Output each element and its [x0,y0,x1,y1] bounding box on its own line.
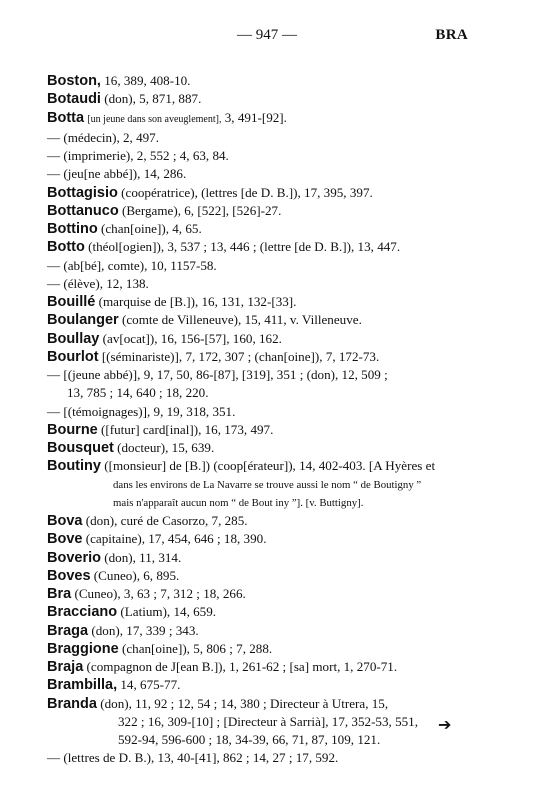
index-entry-boverio [47,549,477,567]
headword: Boves [47,567,91,584]
entry-references: (capitaine), 17, 454, 646 ; 18, 390. [82,531,267,547]
entry-references: (théol[ogien]), 3, 537 ; 13, 446 ; (lettre [de D. B.]), 13, 447. [84,239,401,255]
entry-note: [un jeune dans son aveuglement], [87,113,222,125]
headword: Braga [47,622,89,639]
sub-entry: — (élève), 12, 138. [47,275,149,291]
headword: Bova [47,513,83,529]
headword: Botto [47,239,85,256]
continuation-line: dans les environs de La Navarre se trouve aussi le nom “ de Boutigny ” [113,478,422,491]
index-entry-braggione [47,640,477,658]
index-entry-bousquet [47,439,477,457]
headword: Bourne [47,421,98,438]
headword: Bottino [47,221,98,237]
entry-references: (coopératrice), (lettres [de D. B.]), 17, 395, 397. [117,184,373,200]
index-entry-braga [47,622,477,640]
headword: Botaudi [47,91,101,108]
entry-references: (chan[oine]), 5, 806 ; 7, 288. [118,640,273,656]
headword: Branda [47,695,97,712]
entry-references: (av[ocat]), 16, 156-[57], 160, 162. [99,330,282,346]
entry-references: ([monsieur] de [B.]) (coop[érateur]), 14, 402-403. [A Hyères et [100,458,436,474]
index-entry-botto [47,238,477,256]
index-entry-botta [47,109,477,129]
page-number: — 947 — [237,27,297,43]
entry-references: (don), 11, 314. [101,549,182,565]
entry-references: (don), 5, 871, 887. [100,91,202,107]
entry-references: ([futur] card[inal]), 16, 173, 497. [97,421,274,437]
index-entry-braja [47,658,477,676]
entry-references: (don), curé de Casorzo, 7, 285. [82,513,248,528]
headword: Braggione [47,640,119,657]
entry-references: (don), 17, 339 ; 343. [88,622,199,638]
index-entry-bove [47,530,477,548]
index-entry-brambilla [47,676,477,694]
index-entry-boutiny [47,457,477,475]
index-entries [47,72,477,768]
index-entry-boston [47,72,477,90]
headword: Boulanger [47,312,119,329]
headword: Bouillé [47,294,96,310]
sub-entry: — (imprimerie), 2, 552 ; 4, 63, 84. [47,148,229,163]
headword: Boston, [47,73,101,89]
entry-references: (Latium), 14, 659. [117,604,217,620]
index-entry-bracciano [47,603,477,621]
entry-references: (marquise de [B.]), 16, 131, 132-[33]. [95,294,297,309]
index-entry-bourne [47,421,477,439]
entry-references: (Cuneo), 3, 63 ; 7, 312 ; 18, 266. [71,586,246,601]
index-entry-branda [47,695,477,713]
index-entry-bottanuco [47,202,477,220]
headword: Botta [47,109,85,126]
entry-references: 3, 491-[92]. [221,109,287,125]
sub-entry: — (ab[bé], comte), 10, 1157-58. [47,257,217,273]
sub-entry: — [(témoignages)], 9, 19, 318, 351. [47,403,236,419]
index-entry-bra [47,585,477,603]
index-entry-bottagisio [47,184,477,202]
entry-references: 16, 389, 408-10. [100,73,191,88]
index-entry-bova [47,512,477,530]
continuation-line: mais n'apparaît aucun nom “ de Bout iny ”]. [v. Buttigny]. [113,496,364,509]
index-entry-bouille [47,293,477,311]
entry-references: 14, 675-77. [117,677,181,693]
headword: Braja [47,659,84,675]
headword: Boutiny [47,458,101,475]
headword: Bove [47,531,83,548]
headword: Boullay [47,330,100,347]
entry-references: (chan[oine]), 4, 65. [97,221,202,236]
entry-references: [(séminariste)], 7, 172, 307 ; (chan[oine]), 7, 172-73. [98,348,380,364]
sub-entry: — [(jeune abbé)], 9, 17, 50, 86-[87], [319], 351 ; (don), 12, 509 ; [47,367,388,382]
index-entry-boullay [47,330,477,348]
entry-references: (Cuneo), 6, 895. [90,567,180,583]
headword: Brambilla, [47,677,118,694]
continuation-line: 592-94, 596-600 ; 18, 34-39, 66, 71, 87, 109, 121. [118,732,381,747]
headword: Bracciano [47,604,118,621]
continuation-line: 322 ; 16, 309-[10] ; [Directeur à Sarrià], 17, 352-53, 551, [118,713,418,729]
sub-entry: — (jeu[ne abbé]), 14, 286. [47,166,187,182]
headword: Boverio [47,549,101,566]
sub-entry: — (lettres de D. B.), 13, 40-[41], 862 ; 14, 27 ; 17, 592. [47,750,339,766]
index-entry-botaudi [47,90,477,108]
headword: Bottagisio [47,184,118,201]
continuation-line: 13, 785 ; 14, 640 ; 18, 220. [67,385,209,401]
entry-references: (docteur), 15, 639. [113,440,215,455]
entry-references: (compagnon de J[ean B.]), 1, 261-62 ; [sa] mort, 1, 270-71. [83,659,398,674]
index-entry-bottino [47,220,477,238]
sub-entry: — (médecin), 2, 497. [47,129,159,145]
headword: Bousquet [47,440,114,456]
index-entry-boulanger [47,311,477,329]
headword: Bottanuco [47,202,119,219]
continuation-arrow-icon: ➔ [438,715,452,734]
headword: Bra [47,586,72,602]
index-entry-boves [47,567,477,585]
section-letters: BRA [435,27,468,43]
entry-references: (comte de Villeneuve), 15, 411, v. Villeneuve. [118,312,362,328]
entry-references: (Bergame), 6, [522], [526]-27. [118,202,282,218]
index-entry-bourlot [47,348,477,366]
headword: Bourlot [47,348,99,365]
entry-references: (don), 11, 92 ; 12, 54 ; 14, 380 ; Directeur à Utrera, 15, [96,695,389,711]
